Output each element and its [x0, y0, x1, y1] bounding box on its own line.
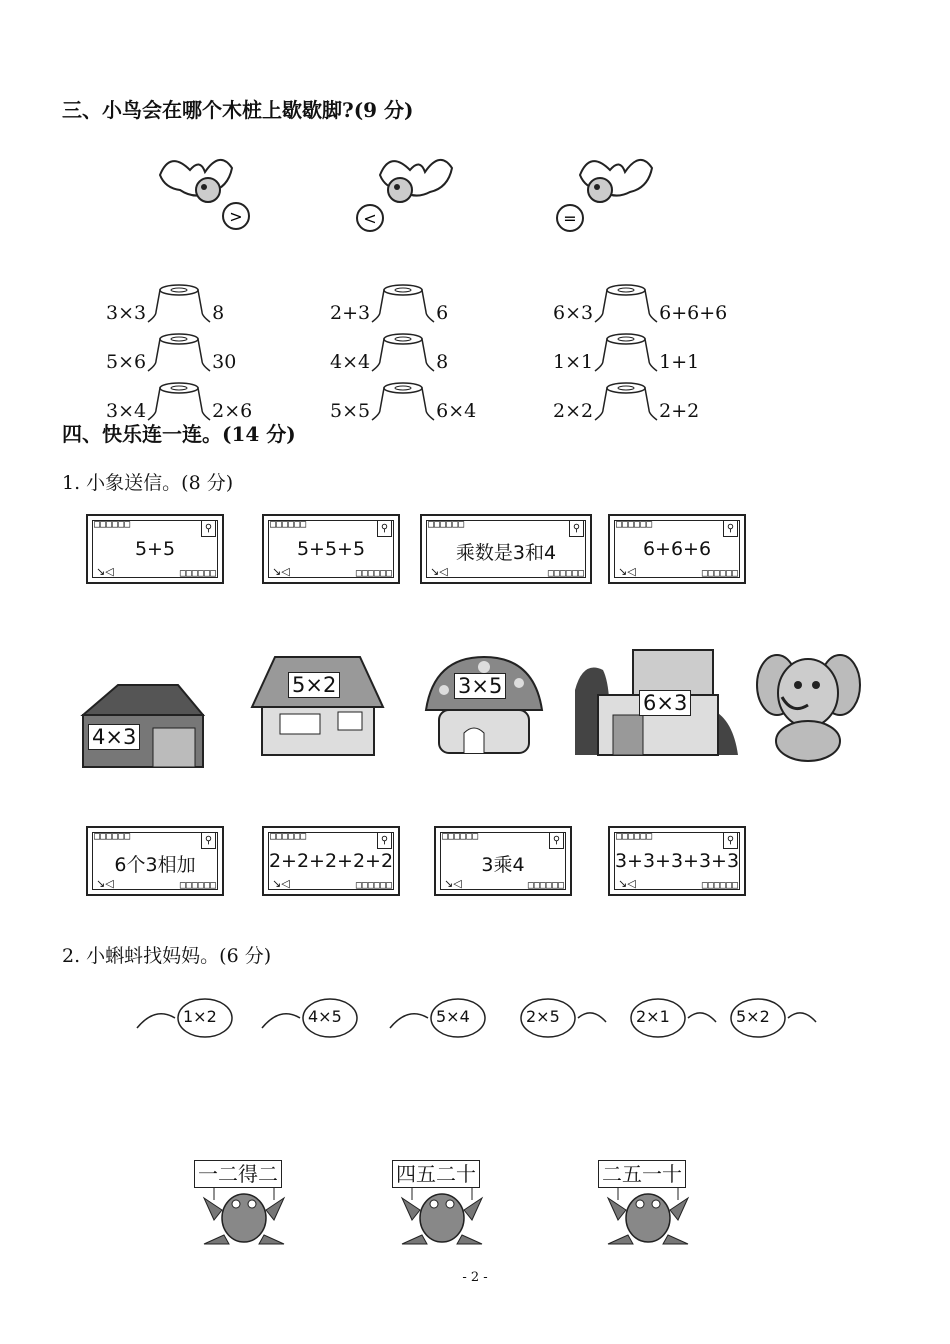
postcode-boxes: □□□□□□ [179, 880, 216, 891]
house-label: 4×3 [88, 724, 140, 750]
letter-text: 3乘4 [481, 854, 525, 876]
stump-icon[interactable] [146, 331, 212, 373]
tadpole[interactable] [630, 992, 730, 1042]
letter-card[interactable] [262, 514, 400, 584]
postcode-boxes: □□□□□□ [616, 831, 653, 842]
elephant [752, 645, 862, 767]
postcode-boxes: □□□□□□ [94, 831, 131, 842]
mushroom-house-icon [424, 655, 544, 755]
section3-title: 三、小鸟会在哪个木桩上歇歇脚?(9 分) [62, 98, 414, 122]
left-expression: 6×3 [553, 302, 594, 324]
left-expression: 5×6 [106, 351, 147, 373]
comparison-row [106, 380, 252, 422]
tadpole[interactable] [388, 992, 488, 1042]
house-label: 5×2 [288, 672, 340, 698]
stump-icon[interactable] [593, 282, 659, 324]
tadpole[interactable] [730, 992, 830, 1042]
stamp-icon: ⚲ [201, 832, 216, 849]
house-label: 6×3 [639, 690, 691, 716]
letter-card[interactable] [86, 826, 224, 896]
right-expression: 8 [212, 302, 225, 324]
stump-icon[interactable] [146, 282, 212, 324]
bird-symbol: = [563, 209, 577, 228]
comparison-row [106, 282, 224, 324]
comparison-row [330, 380, 476, 422]
postcode-boxes: □□□□□□ [355, 568, 392, 579]
flag-icon: ↘◁ [272, 877, 290, 890]
stamp-icon: ⚲ [549, 832, 564, 849]
left-expression: 4×4 [330, 351, 371, 373]
tadpole-label: 5×4 [436, 1007, 470, 1026]
left-expression: 5×5 [330, 400, 371, 422]
bird-icon [552, 150, 662, 235]
stamp-icon: ⚲ [201, 520, 216, 537]
bird-equal [552, 150, 662, 239]
stump-icon[interactable] [370, 380, 436, 422]
flag-icon: ↘◁ [96, 877, 114, 890]
frog[interactable] [392, 1160, 492, 1250]
flag-icon: ↘◁ [430, 565, 448, 578]
frog-sign: 二五一十 [598, 1160, 686, 1188]
postcode-boxes: □□□□□□ [701, 880, 738, 891]
stump-icon[interactable] [593, 380, 659, 422]
left-expression: 3×4 [106, 400, 147, 422]
right-expression: 2+2 [659, 400, 700, 422]
postcode-boxes: □□□□□□ [355, 880, 392, 891]
letter-text: 6个3相加 [114, 854, 196, 876]
tadpole[interactable] [520, 992, 620, 1042]
bird-less [352, 150, 462, 239]
comparison-row [330, 282, 448, 324]
letter-card[interactable] [262, 826, 400, 896]
bird-icon [352, 150, 462, 235]
bird-symbol: < [363, 209, 377, 228]
stump-icon[interactable] [370, 282, 436, 324]
tadpole-label: 1×2 [183, 1007, 217, 1026]
cottage-icon [250, 652, 385, 757]
tadpole-label: 2×5 [526, 1007, 560, 1026]
letter-text: 2+2+2+2+2 [268, 850, 394, 872]
right-expression: 6×4 [436, 400, 477, 422]
frog-sign: 四五二十 [392, 1160, 480, 1188]
flag-icon: ↘◁ [618, 877, 636, 890]
postcode-boxes: □□□□□□ [94, 519, 131, 530]
tadpole[interactable] [260, 992, 360, 1042]
stump-icon[interactable] [593, 331, 659, 373]
house-2 [250, 652, 385, 761]
letter-text: 3+3+3+3+3 [614, 850, 740, 872]
letter-text: 6+6+6 [642, 538, 712, 560]
right-expression: 6 [436, 302, 449, 324]
letter-card[interactable] [434, 826, 572, 896]
right-expression: 2×6 [212, 400, 253, 422]
stamp-icon: ⚲ [723, 832, 738, 849]
postcode-boxes: □□□□□□ [616, 519, 653, 530]
house-4 [573, 640, 743, 762]
house-3 [424, 655, 544, 759]
comparison-row [330, 331, 448, 373]
left-expression: 2×2 [553, 400, 594, 422]
elephant-icon [752, 645, 862, 763]
letter-card[interactable] [608, 826, 746, 896]
postcode-boxes: □□□□□□ [701, 568, 738, 579]
right-expression: 6+6+6 [659, 302, 728, 324]
bird-symbol: > [229, 207, 243, 226]
tadpole-label: 5×2 [736, 1007, 770, 1026]
q2-title: 2. 小蝌蚪找妈妈。(6 分) [62, 945, 272, 967]
postcode-boxes: □□□□□□ [527, 880, 564, 891]
letter-text: 5+5+5 [296, 538, 366, 560]
comparison-row [553, 282, 727, 324]
letter-card[interactable] [86, 514, 224, 584]
bird-icon [150, 150, 260, 235]
frog-sign: 一二得二 [194, 1160, 282, 1188]
flag-icon: ↘◁ [444, 877, 462, 890]
stamp-icon: ⚲ [569, 520, 584, 537]
left-expression: 3×3 [106, 302, 147, 324]
comparison-row [553, 331, 699, 373]
comparison-row [553, 380, 699, 422]
postcode-boxes: □□□□□□ [442, 831, 479, 842]
left-expression: 2+3 [330, 302, 371, 324]
letter-card[interactable] [608, 514, 746, 584]
tadpole[interactable] [135, 992, 235, 1042]
flag-icon: ↘◁ [96, 565, 114, 578]
postcode-boxes: □□□□□□ [179, 568, 216, 579]
comparison-row [106, 331, 236, 373]
tadpole-label: 4×5 [308, 1007, 342, 1026]
page-number: - 2 - [462, 1270, 488, 1285]
q1-title: 1. 小象送信。(8 分) [62, 472, 234, 494]
postcode-boxes: □□□□□□ [270, 831, 307, 842]
left-expression: 1×1 [553, 351, 594, 373]
bird-greater [150, 150, 260, 239]
stamp-icon: ⚲ [723, 520, 738, 537]
tadpole-label: 2×1 [636, 1007, 670, 1026]
letter-card[interactable] [420, 514, 592, 584]
house-label: 3×5 [454, 673, 506, 699]
stamp-icon: ⚲ [377, 520, 392, 537]
right-expression: 30 [212, 351, 237, 373]
postcode-boxes: □□□□□□ [428, 519, 465, 530]
postcode-boxes: □□□□□□ [270, 519, 307, 530]
frog[interactable] [598, 1160, 698, 1250]
postcode-boxes: □□□□□□ [547, 568, 584, 579]
section4-title: 四、快乐连一连。(14 分) [62, 422, 296, 446]
stump-icon[interactable] [370, 331, 436, 373]
letter-text: 5+5 [134, 538, 176, 560]
letter-text: 乘数是3和4 [455, 542, 557, 564]
stump-icon[interactable] [146, 380, 212, 422]
flag-icon: ↘◁ [272, 565, 290, 578]
house-1 [78, 680, 208, 774]
flag-icon: ↘◁ [618, 565, 636, 578]
right-expression: 1+1 [659, 351, 700, 373]
stamp-icon: ⚲ [377, 832, 392, 849]
right-expression: 8 [436, 351, 449, 373]
frog[interactable] [194, 1160, 294, 1250]
